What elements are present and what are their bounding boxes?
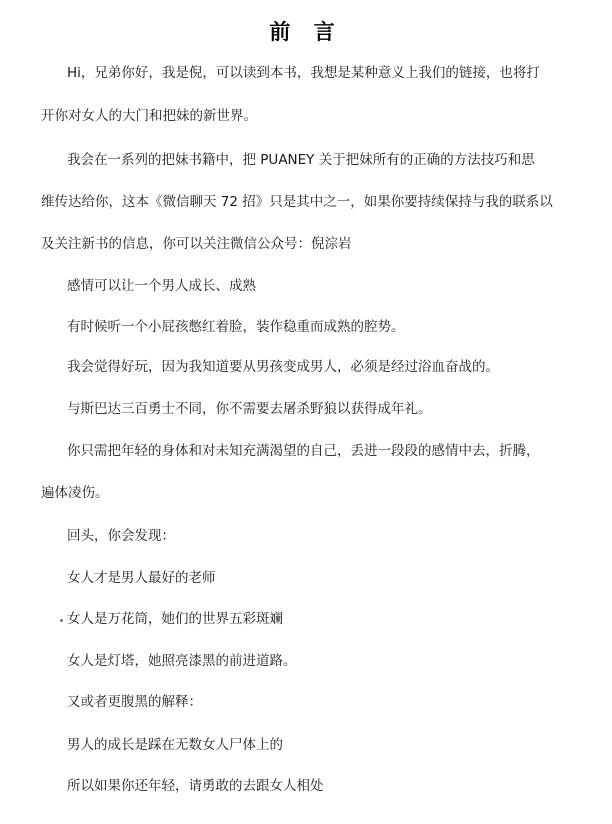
text-line: 及关注新书的信息，你可以关注微信公众号：倪淙岩 xyxy=(41,236,352,252)
text-line: 女人是灯塔，她照亮漆黑的前进道路。 xyxy=(67,653,297,669)
text-line: 有时候听一个小屁孩憋红着脸，装作稳重而成熟的腔势。 xyxy=(67,319,405,335)
text-line: 遍体凌伤。 xyxy=(41,485,109,501)
scan-speck xyxy=(60,619,63,622)
text-line: 又或者更腹黑的解释： xyxy=(67,694,202,710)
text-line: 所以如果你还年轻，请勇敢的去跟女人相处 xyxy=(67,778,324,794)
text-line: 男人的成长是踩在无数女人尸体上的 xyxy=(67,737,283,753)
text-line: 回头，你会发现： xyxy=(67,528,175,544)
text-line: 感情可以让一个男人成长、成熟 xyxy=(67,278,256,294)
text-line: 维传达给你，这本《微信聊天 72 招》只是其中之一，如果你要持续保持与我的联系以 xyxy=(41,194,553,210)
text-line: 你只需把年轻的身体和对未知充满渴望的自己，丢进一段段的感情中去，折腾， xyxy=(67,443,540,459)
text-line: 女人是万花筒，她们的世界五彩斑斓 xyxy=(67,611,283,627)
text-line: 我会觉得好玩，因为我知道要从男孩变成男人，必须是经过浴血奋战的。 xyxy=(67,359,499,375)
text-line: 与斯巴达三百勇士不同，你不需要去屠杀野狼以获得成年礼。 xyxy=(67,401,432,417)
page-title: 前 言 xyxy=(269,20,343,44)
text-line: 我会在一系列的把妹书籍中，把 PUANEY 关于把妹所有的正确的方法技巧和思 xyxy=(67,152,535,168)
text-line: 女人才是男人最好的老师 xyxy=(67,570,216,586)
text-line: Hi，兄弟你好，我是倪，可以读到本书，我想是某种意义上我们的链接，也将打 xyxy=(67,65,540,81)
text-line: 开你对女人的大门和把妹的新世界。 xyxy=(41,108,257,124)
